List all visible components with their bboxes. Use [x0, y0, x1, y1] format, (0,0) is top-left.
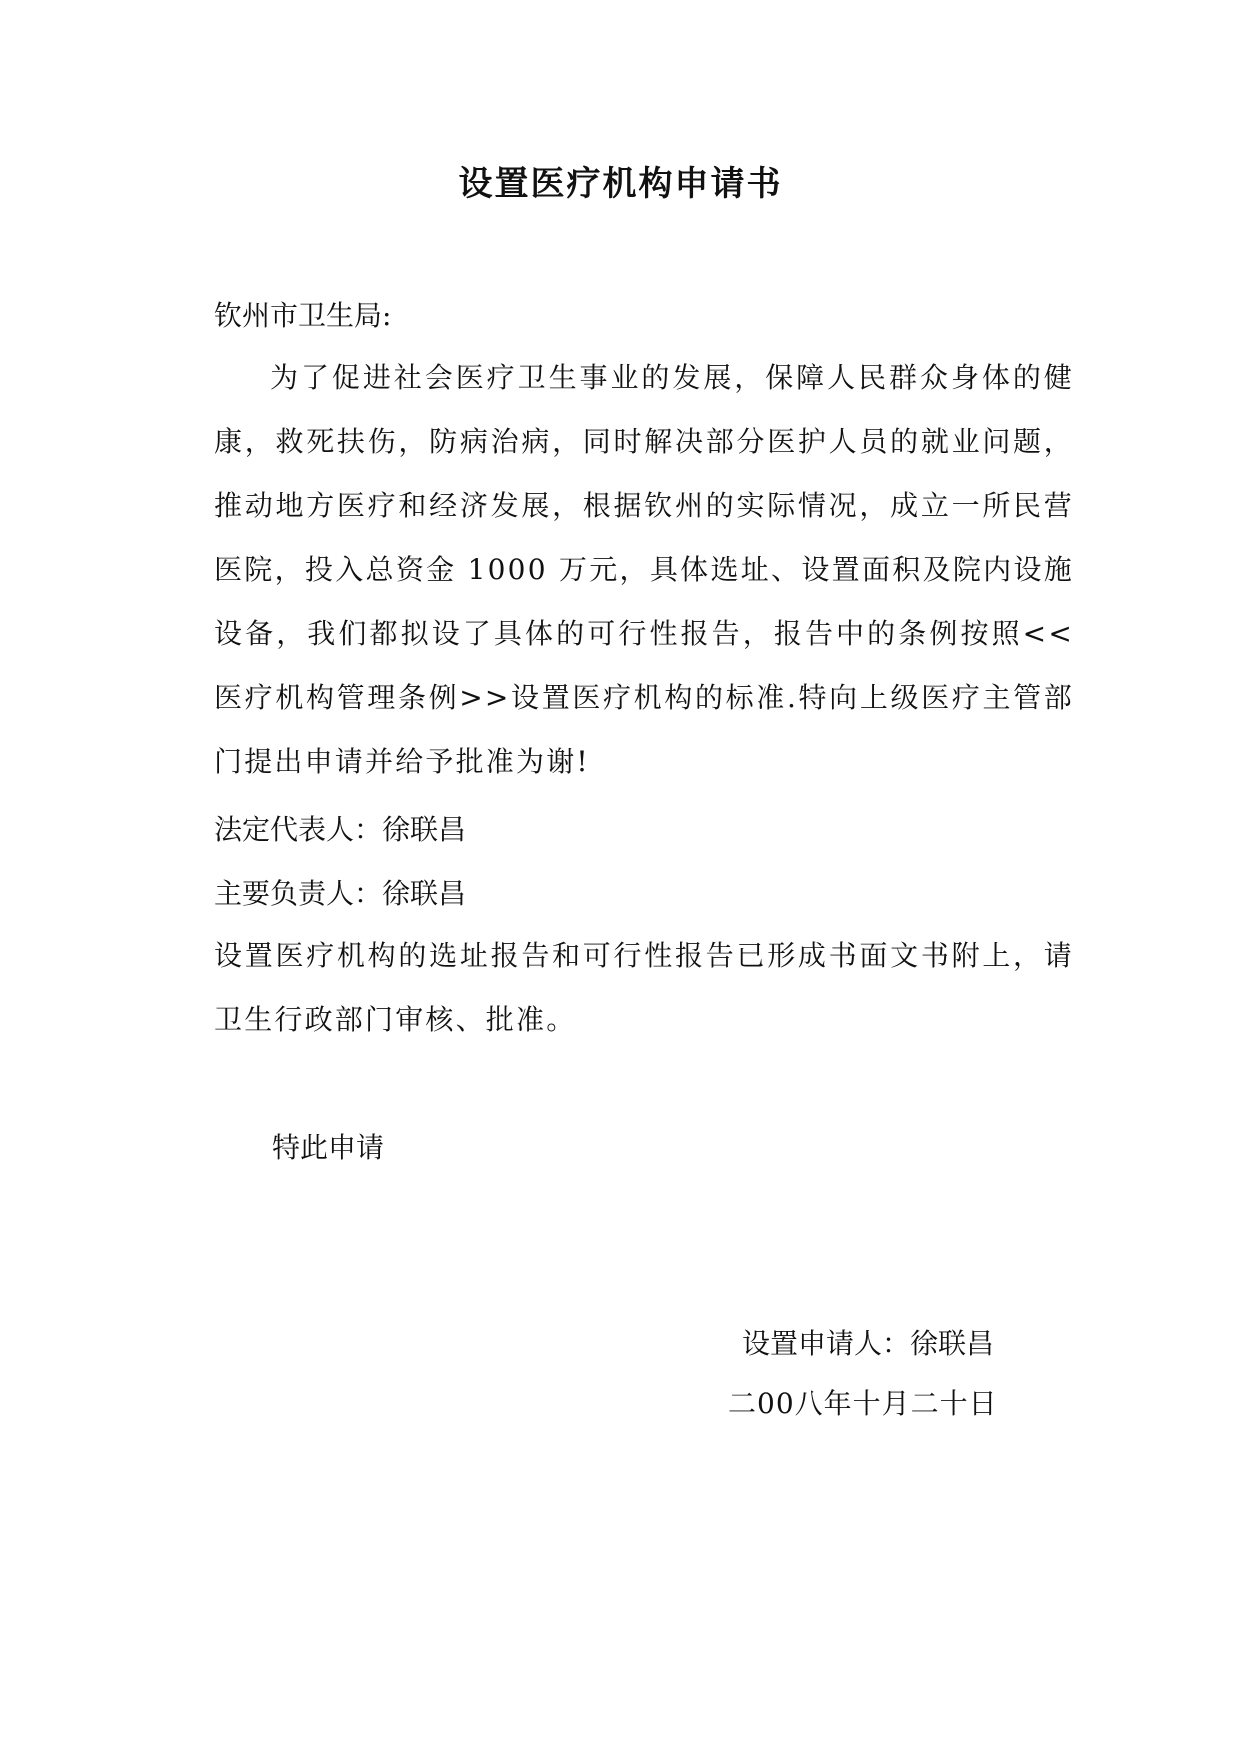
body-paragraph: 为了促进社会医疗卫生事业的发展，保障人民群众身体的健康，救死扶伤，防病治病，同时解决部分医护人员的就业问题，推动地方医疗和经济发展，根据钦州的实际情况，成立一所民营医院，投入总资金 1000 万元，具体选址、设置面积及院内设施设备，我们都拟设了具体的可行性报告，报告中的条例按照<<医疗机构管理条例>>设置医疗机构的标准.特向上级医疗主管部门提出申请并给予批准为谢!	[214, 361, 1074, 778]
legal-representative: 法定代表人：徐联昌	[214, 813, 467, 846]
attachment-note: 设置医疗机构的选址报告和可行性报告已形成书面文书附上，请卫生行政部门审核、批准。	[214, 939, 1074, 1036]
closing-line: 特此申请	[272, 1131, 385, 1164]
responsible-person: 主要负责人：徐联昌	[214, 877, 467, 910]
document-date: 二00八年十月二十日	[728, 1387, 998, 1420]
document-title: 设置医疗机构申请书	[458, 164, 783, 204]
salutation: 钦州市卫生局:	[214, 299, 392, 332]
applicant-signature-line: 设置申请人：徐联昌	[742, 1327, 995, 1360]
